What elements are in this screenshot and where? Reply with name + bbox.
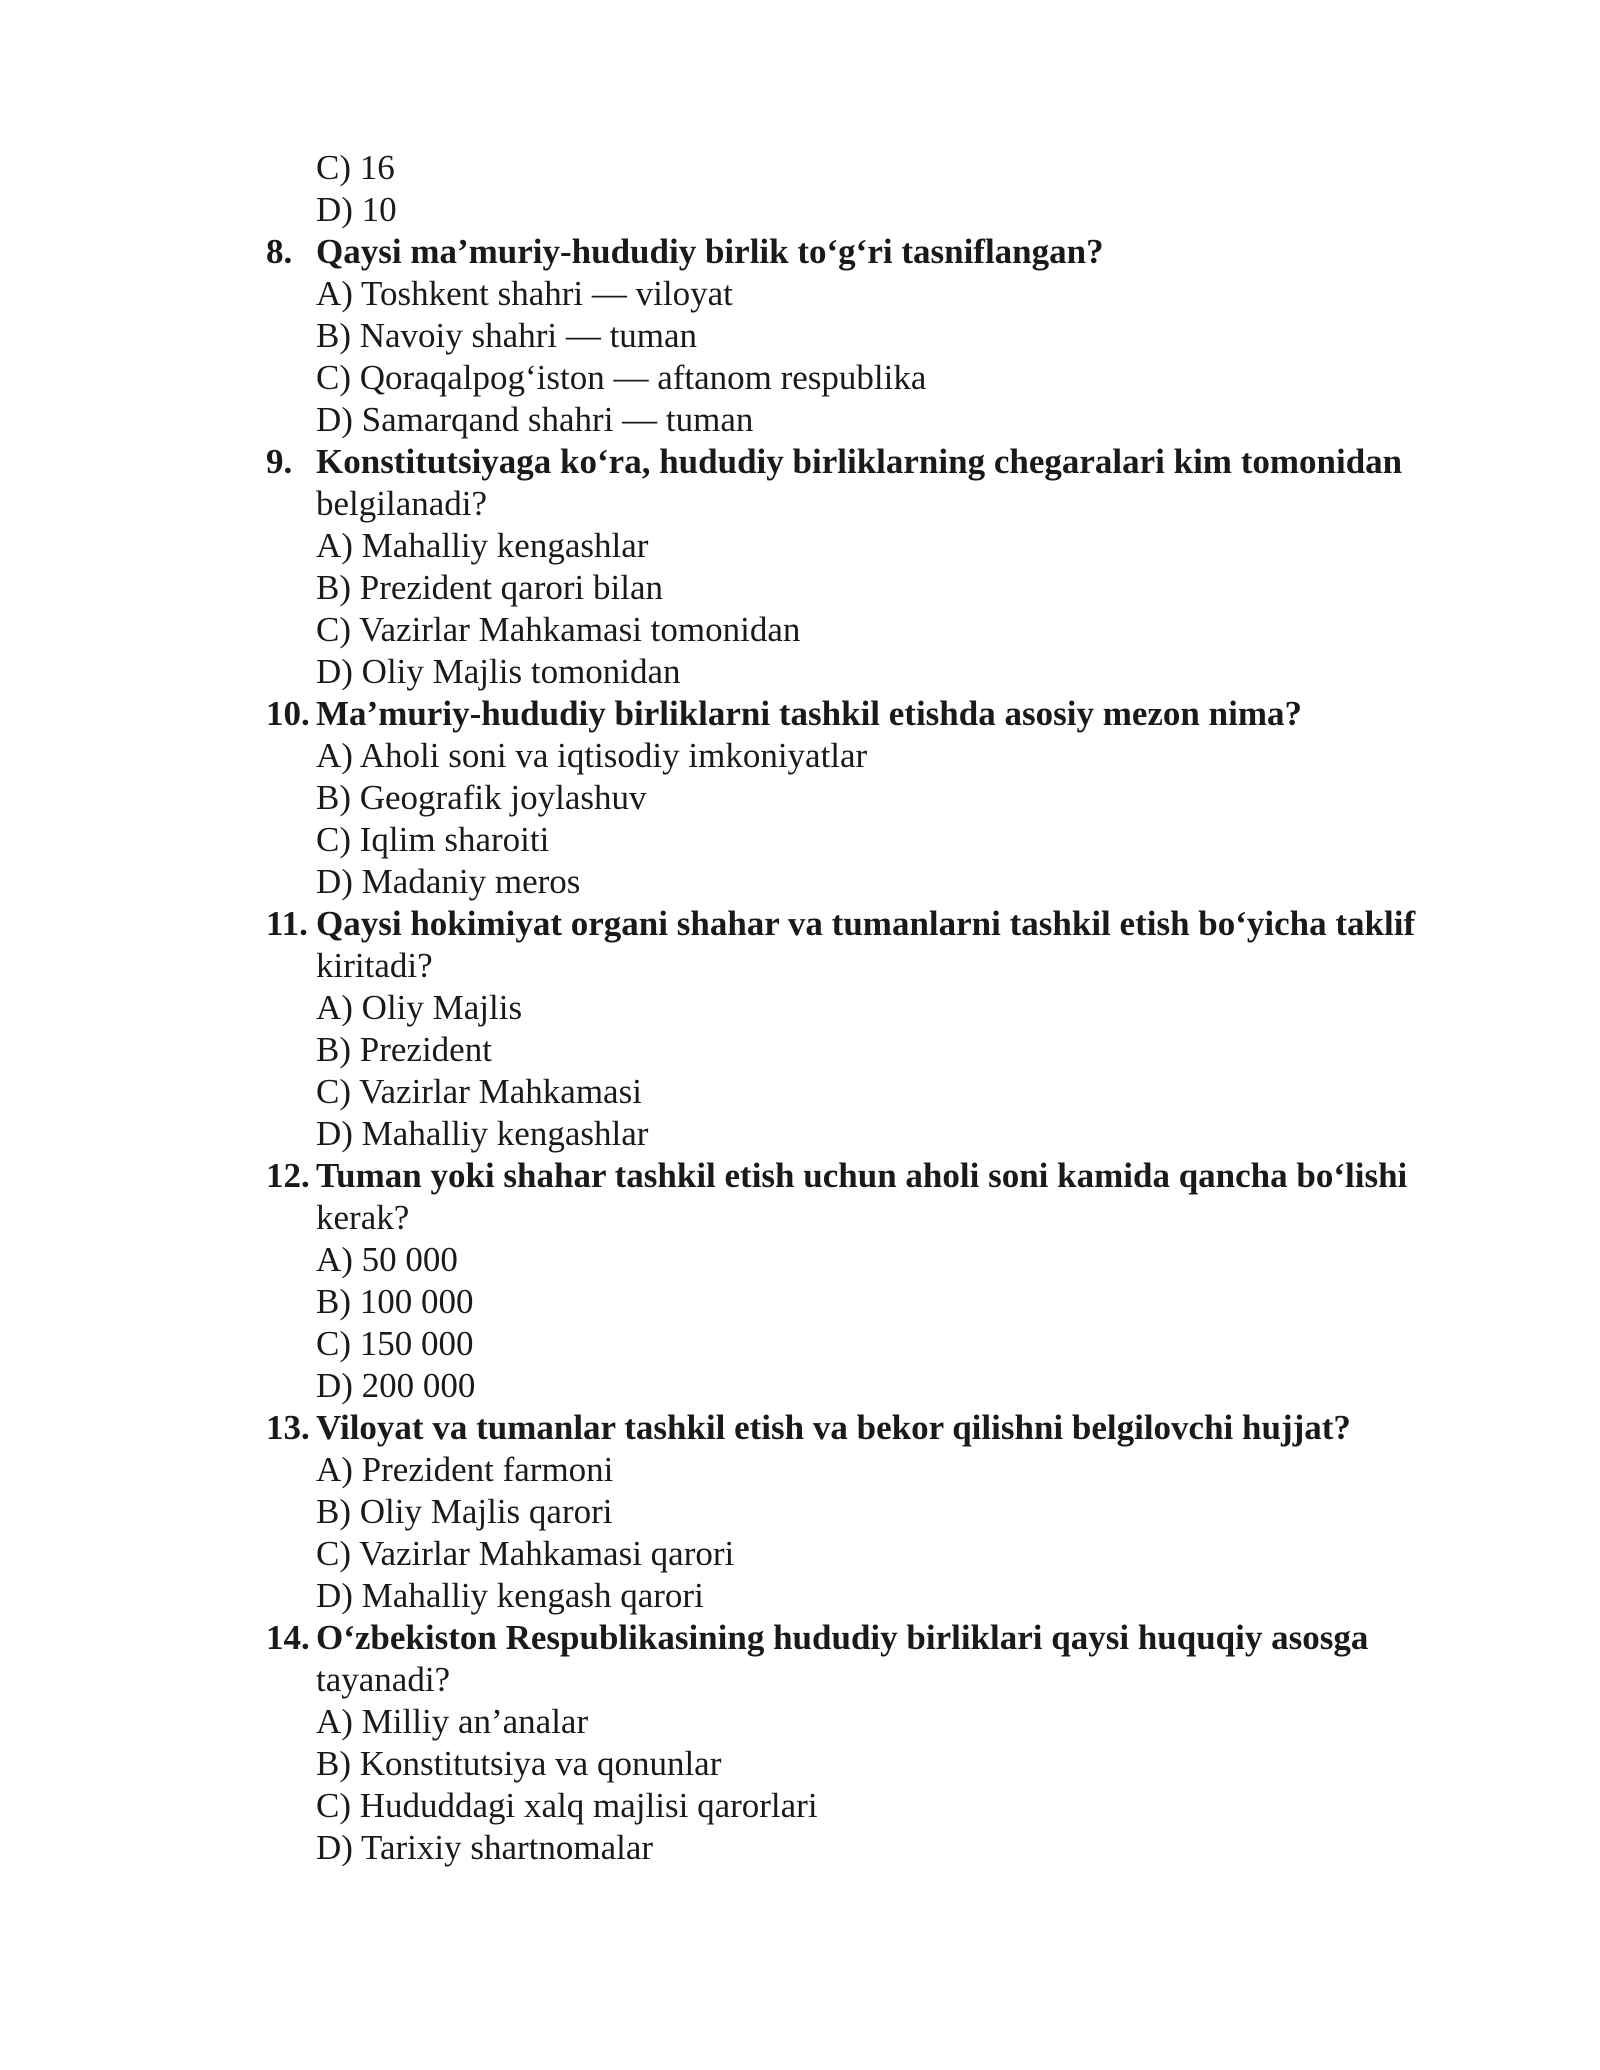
answer-option: C) Vazirlar Mahkamasi qarori (316, 1534, 735, 1573)
answer-option: A) Toshkent shahri — viloyat (316, 274, 733, 313)
question-block (0, 1155, 1600, 1407)
answer-option: D) Samarqand shahri — tuman (316, 400, 754, 439)
question-block (0, 231, 1600, 441)
question-number: 11. (266, 904, 308, 943)
answer-option: A) Mahalliy kengashlar (316, 526, 649, 565)
question-block (0, 1617, 1600, 1869)
answer-option: B) 100 000 (316, 1282, 474, 1321)
question-block (0, 903, 1600, 1155)
question-line (0, 441, 1600, 483)
answer-option: A) Milliy an’analar (316, 1702, 589, 1741)
answer-option: B) Oliy Majlis qarori (316, 1492, 613, 1531)
question-line (0, 1617, 1600, 1659)
question-text: Konstitutsiyaga ko‘ra, hududiy birliklarning chegaralari kim tomonidan (316, 442, 1403, 481)
question-line (0, 1407, 1600, 1449)
question-text-continuation: tayanadi? (316, 1660, 451, 1699)
answer-option: D) Mahalliy kengashlar (316, 1114, 649, 1153)
question-text: Viloyat va tumanlar tashkil etish va bekor qilishni belgilovchi hujjat? (316, 1408, 1351, 1447)
question-text-continuation: kiritadi? (316, 946, 433, 985)
question-number: 10. (266, 694, 310, 733)
question-text: Qaysi hokimiyat organi shahar va tumanlarni tashkil etish bo‘yicha taklif (316, 904, 1416, 943)
question-block (0, 693, 1600, 903)
question-block (0, 1407, 1600, 1617)
answer-option: C) Qoraqalpog‘iston — aftanom respublika (316, 358, 927, 397)
question-text: O‘zbekiston Respublikasining hududiy birliklari qaysi huquqiy asosga (316, 1618, 1369, 1657)
answer-option: B) Navoiy shahri — tuman (316, 316, 698, 355)
question-number: 14. (266, 1618, 310, 1657)
answer-option: C) Hududdagi xalq majlisi qarorlari (316, 1786, 818, 1825)
question-number: 9. (266, 442, 293, 481)
answer-option: A) Prezident farmoni (316, 1450, 614, 1489)
answer-option: B) Prezident qarori bilan (316, 568, 663, 607)
answer-option: C) Vazirlar Mahkamasi (316, 1072, 642, 1111)
question-block (0, 441, 1600, 693)
question-number: 13. (266, 1408, 310, 1447)
question-text: Qaysi ma’muriy-hududiy birlik to‘g‘ri tasniflangan? (316, 232, 1104, 271)
question-text: Ma’muriy-hududiy birliklarni tashkil etishda asosiy mezon nima? (316, 694, 1302, 733)
answer-option: B) Konstitutsiya va qonunlar (316, 1744, 722, 1783)
answer-option: A) 50 000 (316, 1240, 458, 1279)
question-line (0, 1155, 1600, 1197)
answer-option: A) Aholi soni va iqtisodiy imkoniyatlar (316, 736, 868, 775)
answer-option: C) Iqlim sharoiti (316, 820, 550, 859)
answer-option: D) 10 (316, 190, 397, 229)
answer-option: C) 150 000 (316, 1324, 474, 1363)
question-line (0, 693, 1600, 735)
answer-option: B) Prezident (316, 1030, 492, 1069)
answer-option: D) Oliy Majlis tomonidan (316, 652, 681, 691)
question-text-continuation: kerak? (316, 1198, 410, 1237)
question-text: Tuman yoki shahar tashkil etish uchun aholi soni kamida qancha bo‘lishi (316, 1156, 1408, 1195)
question-number: 12. (266, 1156, 310, 1195)
answer-option: D) 200 000 (316, 1366, 476, 1405)
question-number: 8. (266, 232, 293, 271)
question-text-continuation: belgilanadi? (316, 484, 488, 523)
quiz-content (0, 147, 1600, 1869)
question-line (0, 231, 1600, 273)
answer-option: C) Vazirlar Mahkamasi tomonidan (316, 610, 801, 649)
answer-option: D) Tarixiy shartnomalar (316, 1828, 654, 1867)
answer-option: C) 16 (316, 148, 395, 187)
answer-option: A) Oliy Majlis (316, 988, 523, 1027)
answer-option: D) Mahalliy kengash qarori (316, 1576, 704, 1615)
question-line (0, 903, 1600, 945)
answer-option: D) Madaniy meros (316, 862, 581, 901)
answer-option: B) Geografik joylashuv (316, 778, 647, 817)
